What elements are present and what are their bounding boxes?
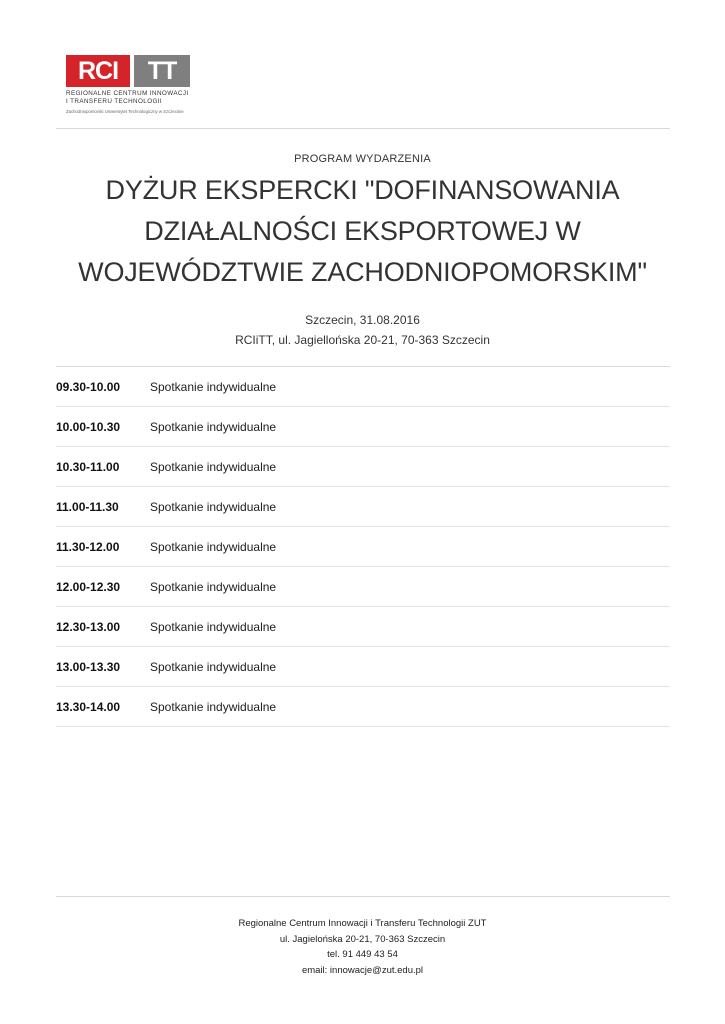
schedule-time: 11.00-11.30 <box>56 499 119 514</box>
schedule-description: Spotkanie indywidualne <box>150 419 277 434</box>
schedule-row <box>56 647 670 687</box>
schedule-time: 13.00-13.30 <box>56 659 121 674</box>
logo-mark-gray: TT <box>134 55 190 87</box>
event-place-date: Szczecin, 31.08.2016 <box>305 313 420 327</box>
schedule-row <box>56 407 670 447</box>
schedule-time: 10.00-10.30 <box>56 419 121 434</box>
schedule-row <box>56 487 670 527</box>
schedule-time: 09.30-10.00 <box>56 379 121 394</box>
schedule-time: 10.30-11.00 <box>56 459 120 474</box>
footer-divider <box>56 896 670 897</box>
schedule-row <box>56 607 670 647</box>
schedule-row <box>56 527 670 567</box>
schedule-description: Spotkanie indywidualne <box>150 499 277 514</box>
footer-org: Regionalne Centrum Innowacji i Transferu Technologii ZUT <box>238 918 487 929</box>
event-title: DYŻUR EKSPERCKI "DOFINANSOWANIA DZIAŁALNOŚCI EKSPORTOWEJ W WOJEWÓDZTWIE ZACHODNIOPOMORSKIM" <box>78 175 647 287</box>
event-address: RCIiTT, ul. Jagiellońska 20-21, 70-363 Szczecin <box>235 333 490 347</box>
footer-address: ul. Jagielońska 20-21, 70-363 Szczecin <box>279 933 446 945</box>
schedule-description: Spotkanie indywidualne <box>150 579 277 594</box>
schedule-row <box>56 687 670 727</box>
schedule-description: Spotkanie indywidualne <box>150 699 277 714</box>
logo-line-2: I TRANSFERU TECHNOLOGII <box>66 98 163 105</box>
footer <box>0 916 725 978</box>
schedule-description: Spotkanie indywidualne <box>150 539 277 554</box>
schedule-time: 11.30-12.00 <box>56 539 120 554</box>
schedule-description: Spotkanie indywidualne <box>150 379 277 394</box>
header-divider <box>56 128 670 129</box>
logo-line-3: Zachodniopomorski Uniwersytet Technologiczny w Szczecinie <box>66 109 184 114</box>
schedule-row <box>56 567 670 607</box>
footer-phone: tel. 91 449 43 54 <box>327 949 398 960</box>
logo-mark <box>66 55 226 87</box>
schedule-description: Spotkanie indywidualne <box>150 459 277 474</box>
event-kicker: PROGRAM WYDARZENIA <box>294 153 431 165</box>
schedule-description: Spotkanie indywidualne <box>150 619 277 634</box>
schedule-row <box>56 367 670 407</box>
logo-line-1: REGIONALNE CENTRUM INNOWACJI <box>66 90 189 97</box>
logo-mark-red: RCI <box>66 55 130 87</box>
schedule-time: 13.30-14.00 <box>56 699 121 714</box>
footer-email: email: innowacje@zut.edu.pl <box>301 964 424 976</box>
schedule-description: Spotkanie indywidualne <box>150 659 277 674</box>
schedule-row <box>56 447 670 487</box>
schedule-time: 12.30-13.00 <box>56 619 121 634</box>
schedule-table <box>56 367 670 727</box>
logo <box>66 55 226 114</box>
schedule-time: 12.00-12.30 <box>56 579 121 594</box>
